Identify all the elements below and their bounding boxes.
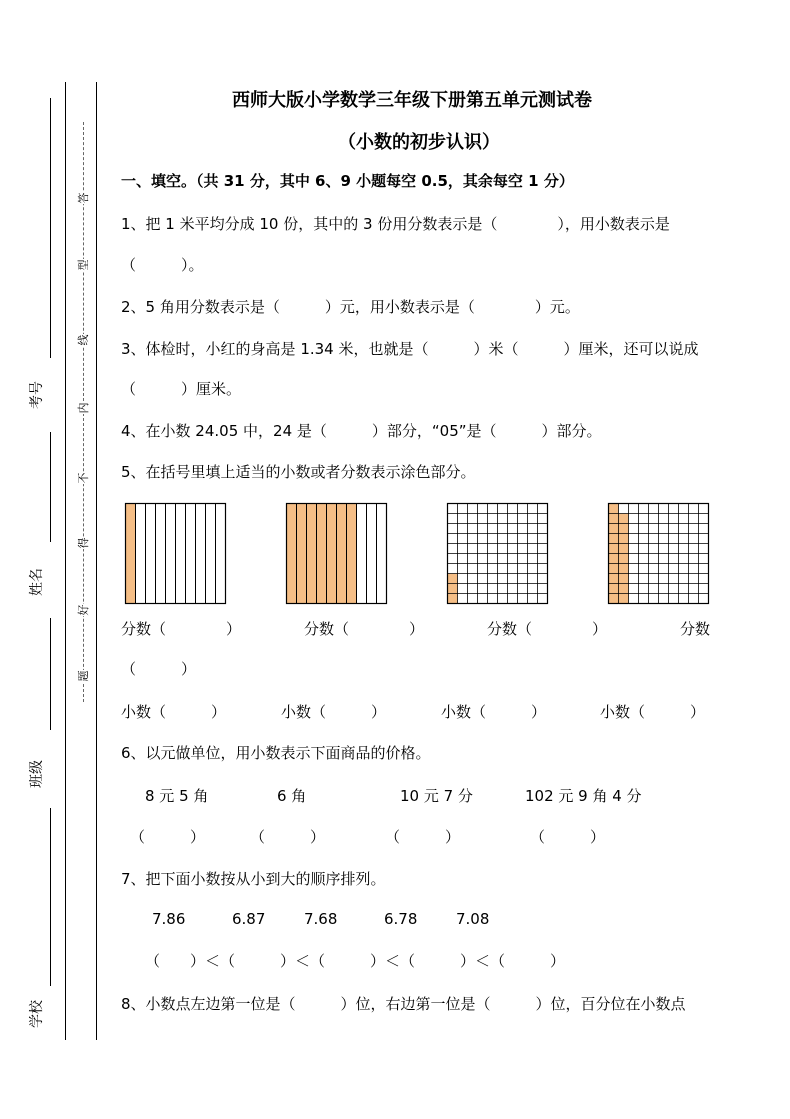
- question-6: 6、以元做单位，用小数表示下面商品的价格。: [121, 744, 431, 762]
- shaded-cell: [609, 594, 619, 604]
- price-4: 102 元 9 角 4 分: [525, 787, 642, 805]
- figure-grid-1: [446, 502, 550, 606]
- question-4: 4、在小数 24.05 中，24 是（ ）部分，“05”是（ ）部分。: [121, 422, 602, 440]
- question-2: 2、5 角用分数表示是（ ）元，用小数表示是（ ）元。: [121, 298, 580, 316]
- shaded-cell: [619, 584, 629, 594]
- fraction-label-2: 分数（ ）: [304, 620, 425, 638]
- seal-char: 答: [77, 192, 90, 204]
- decimal-label-2: 小数（ ）: [281, 703, 387, 721]
- fraction-label-4-wrap: （ ）: [121, 660, 197, 678]
- seal-char: 线: [77, 334, 90, 346]
- shaded-cell: [609, 564, 619, 574]
- shaded-cell: [619, 554, 629, 564]
- decimal-label-4: 小数（ ）: [600, 703, 706, 721]
- figure-strips-1: [124, 502, 228, 606]
- school-line[interactable]: [50, 808, 51, 986]
- shaded-cell: [619, 544, 629, 554]
- fraction-label-1: 分数（ ）: [121, 620, 242, 638]
- shaded-cell: [609, 504, 619, 514]
- shaded-cell: [609, 524, 619, 534]
- seal-char: 题: [77, 670, 90, 682]
- shaded-cell: [619, 514, 629, 524]
- seal-char: 好: [77, 604, 90, 616]
- margin-rule-outer: [96, 82, 97, 1040]
- figure-grid-2: [607, 502, 711, 606]
- margin-rule-inner: [65, 82, 66, 1040]
- question-7: 7、把下面小数按从小到大的顺序排列。: [121, 870, 386, 888]
- name-line[interactable]: [50, 432, 51, 542]
- class-line[interactable]: [50, 618, 51, 730]
- shaded-cell: [609, 554, 619, 564]
- question-8: 8、小数点左边第一位是（ ）位，右边第一位是（ ）位，百分位在小数点: [121, 995, 686, 1013]
- seal-char: 型: [77, 259, 90, 271]
- fraction-label-3: 分数（ ）: [487, 620, 608, 638]
- order-line: （ ）＜（ ）＜（ ）＜（ ）＜（ ）: [145, 952, 566, 970]
- shaded-strip: [126, 504, 136, 604]
- shaded-strip: [327, 504, 337, 604]
- shaded-strip: [287, 504, 297, 604]
- price-blank-3: （ ）: [385, 828, 461, 846]
- school-label: 学校: [29, 1000, 45, 1028]
- shaded-strip: [317, 504, 327, 604]
- page-subtitle: （小数的初步认识）: [338, 132, 500, 153]
- shaded-cell: [448, 574, 458, 584]
- seal-char: 得: [77, 537, 90, 549]
- decimal-label-1: 小数（ ）: [121, 703, 227, 721]
- section-heading: 一、填空。（共 31 分，其中 6、9 小题每空 0.5，其余每空 1 分）: [121, 172, 574, 190]
- shaded-strip: [337, 504, 347, 604]
- class-label: 班级: [29, 760, 45, 788]
- seal-char: 不: [77, 472, 90, 484]
- decimal-label-3: 小数（ ）: [441, 703, 547, 721]
- shaded-cell: [448, 584, 458, 594]
- question-5: 5、在括号里填上适当的小数或者分数表示涂色部分。: [121, 463, 476, 481]
- fraction-label-4: 分数: [680, 620, 711, 638]
- number-3: 7.68: [304, 910, 338, 928]
- shaded-cell: [609, 514, 619, 524]
- page-title: 西师大版小学数学三年级下册第五单元测试卷: [232, 90, 592, 111]
- price-blank-1: （ ）: [130, 828, 206, 846]
- number-5: 7.08: [456, 910, 490, 928]
- name-label: 姓名: [29, 568, 45, 596]
- number-2: 6.87: [232, 910, 266, 928]
- shaded-strip: [307, 504, 317, 604]
- shaded-cell: [609, 584, 619, 594]
- shaded-cell: [619, 594, 629, 604]
- seal-char: 内: [77, 402, 90, 414]
- price-2: 6 角: [277, 787, 307, 805]
- shaded-cell: [609, 544, 619, 554]
- question-3-line-1: 3、体检时，小红的身高是 1.34 米，也就是（ ）米（ ）厘米，还可以说成: [121, 340, 699, 358]
- question-1-line-2: （ ）。: [121, 256, 204, 274]
- number-1: 7.86: [152, 910, 186, 928]
- price-blank-2: （ ）: [250, 828, 326, 846]
- shaded-cell: [619, 574, 629, 584]
- exam-number-line[interactable]: [50, 98, 51, 358]
- price-1: 8 元 5 角: [145, 787, 209, 805]
- price-blank-4: （ ）: [530, 828, 606, 846]
- shaded-cell: [448, 594, 458, 604]
- question-3-line-2: （ ）厘米。: [121, 380, 242, 398]
- price-3: 10 元 7 分: [400, 787, 473, 805]
- exam-number-label: 考号: [29, 381, 45, 409]
- shaded-cell: [619, 524, 629, 534]
- shaded-cell: [609, 574, 619, 584]
- shaded-cell: [619, 564, 629, 574]
- number-4: 6.78: [384, 910, 418, 928]
- shaded-strip: [347, 504, 357, 604]
- shaded-strip: [297, 504, 307, 604]
- shaded-cell: [609, 534, 619, 544]
- shaded-cell: [619, 534, 629, 544]
- question-1-line-1: 1、把 1 米平均分成 10 份，其中的 3 份用分数表示是（ ），用小数表示是: [121, 215, 670, 233]
- figure-strips-2: [285, 502, 389, 606]
